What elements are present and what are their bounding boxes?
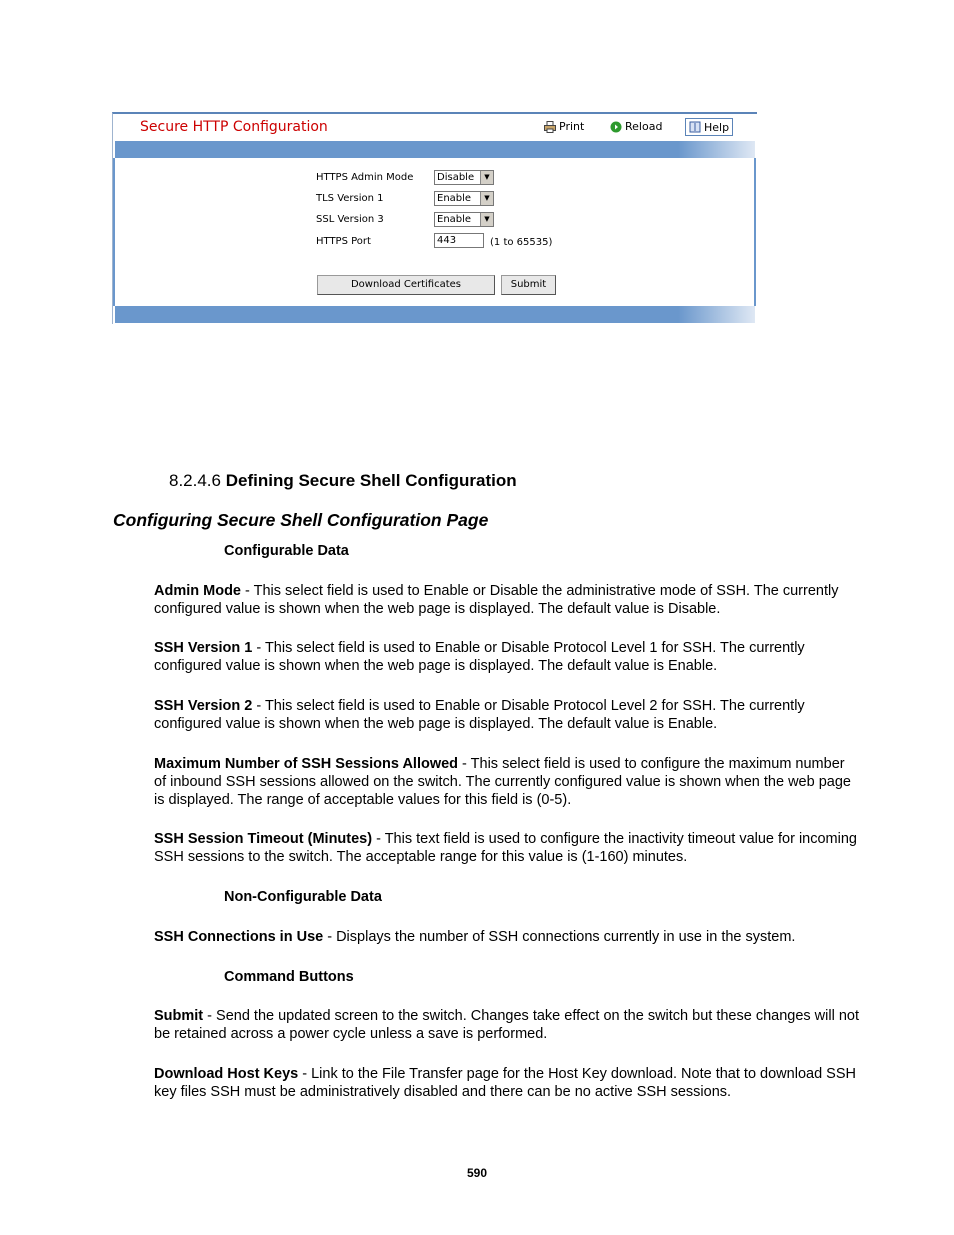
- print-label: Print: [559, 120, 585, 133]
- submit-paragraph: [154, 1007, 859, 1043]
- select-value: Enable: [437, 214, 472, 225]
- printer-icon: [544, 121, 556, 133]
- footer-bar: [115, 306, 755, 323]
- term: Submit: [154, 1008, 204, 1024]
- term: Maximum Number of SSH Sessions Allowed: [154, 756, 459, 772]
- submit-button[interactable]: Submit: [501, 275, 556, 295]
- screenshot-title: Secure HTTP Configuration: [140, 119, 328, 135]
- section-heading: [169, 472, 517, 490]
- description: - This select field is used to Enable or Disable Protocol Level 1 for SSH. The currently configured value is shown when the web page is displayed. The default value is Enable.: [154, 640, 805, 674]
- ssl-version-3-select[interactable]: [434, 212, 494, 227]
- chevron-down-icon: ▼: [480, 171, 493, 184]
- tls-version-1-select[interactable]: [434, 191, 494, 206]
- term: SSH Connections in Use: [154, 929, 324, 945]
- command-buttons-heading: Command Buttons: [224, 969, 354, 985]
- ssh-connections-paragraph: [154, 928, 859, 946]
- session-timeout-paragraph: [154, 830, 859, 866]
- term: Download Host Keys: [154, 1066, 299, 1082]
- download-host-keys-paragraph: [154, 1065, 859, 1101]
- header-bar: [115, 141, 755, 158]
- chevron-down-icon: ▼: [480, 213, 493, 226]
- reload-icon: [610, 121, 622, 133]
- chevron-down-icon: ▼: [480, 192, 493, 205]
- help-button[interactable]: [685, 118, 733, 136]
- section-number: 8.2.4.6: [169, 471, 221, 490]
- term: SSH Session Timeout (Minutes): [154, 831, 373, 847]
- description: - Displays the number of SSH connections currently in use in the system.: [323, 929, 796, 945]
- https-admin-mode-select[interactable]: [434, 170, 494, 185]
- term: Admin Mode: [154, 583, 241, 599]
- download-certificates-button[interactable]: Download Certificates: [317, 275, 495, 295]
- term: SSH Version 2: [154, 698, 253, 714]
- reload-button[interactable]: [610, 120, 662, 133]
- admin-mode-paragraph: [154, 582, 859, 618]
- ssl-version-3-label: SSL Version 3: [316, 214, 384, 225]
- https-port-input[interactable]: 443: [434, 233, 484, 248]
- help-label: Help: [704, 120, 730, 134]
- description: - Link to the File Transfer page for the Host Key download. Note that to download SSH key files SSH must be administratively disabled and there can be no active SSH sessions.: [154, 1066, 856, 1100]
- ssh-version-1-paragraph: [154, 639, 859, 675]
- print-button[interactable]: [544, 120, 584, 133]
- reload-label: Reload: [625, 120, 663, 133]
- description: - This text field is used to configure the inactivity timeout value for incoming SSH sessions to the switch. The acceptable range for this value is (1-160) minutes.: [154, 831, 857, 865]
- https-port-label: HTTPS Port: [316, 236, 371, 247]
- tls-version-1-label: TLS Version 1: [316, 193, 384, 204]
- configurable-data-heading: Configurable Data: [224, 543, 349, 559]
- description: - This select field is used to configure the maximum number of inbound SSH sessions allowed on the switch. The currently configured value is shown when the web page is displayed. The range of acceptable values for this field is (0-5).: [154, 756, 851, 808]
- ssh-version-2-paragraph: [154, 697, 859, 733]
- term: SSH Version 1: [154, 640, 253, 656]
- select-value: Disable: [437, 172, 475, 183]
- description: - This select field is used to Enable or Disable the administrative mode of SSH. The currently configured value is shown when the web page is displayed. The default value is Disable.: [154, 583, 839, 617]
- description: - Send the updated screen to the switch. Changes take effect on the switch but these changes will not be retained across a power cycle unless a save is performed.: [154, 1008, 859, 1042]
- section-title: Defining Secure Shell Configuration: [225, 471, 517, 490]
- select-value: Enable: [437, 193, 472, 204]
- https-admin-mode-label: HTTPS Admin Mode: [316, 172, 414, 183]
- form-area: [113, 158, 756, 306]
- page-number: 590: [466, 1166, 488, 1180]
- description: - This select field is used to Enable or Disable Protocol Level 2 for SSH. The currently configured value is shown when the web page is displayed. The default value is Enable.: [154, 698, 805, 732]
- help-book-icon: [689, 121, 701, 133]
- max-sessions-paragraph: [154, 755, 859, 809]
- page-subheading: Configuring Secure Shell Configuration Page: [113, 510, 489, 530]
- non-configurable-data-heading: Non-Configurable Data: [224, 889, 382, 905]
- secure-http-screenshot: [112, 112, 757, 324]
- https-port-range: (1 to 65535): [490, 237, 553, 248]
